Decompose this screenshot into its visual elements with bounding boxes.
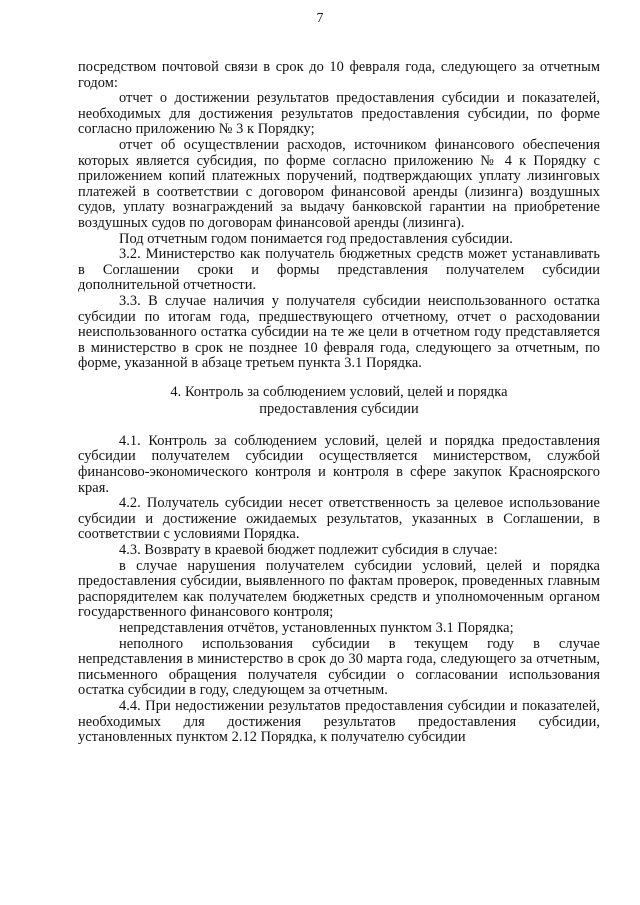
paragraph: 4.1. Контроль за соблюдением условий, целей и порядка предоставления субсидии получателем субсидии осуществляется министерством, службой финансово-экономического контроля и контроля в сфере закупок Красноярского края. bbox=[78, 432, 600, 496]
paragraph: 4.3. Возврату в краевой бюджет подлежит субсидия в случае: bbox=[119, 542, 498, 559]
paragraph: Под отчетным годом понимается год предоставления субсидии. bbox=[119, 230, 513, 247]
section-heading bbox=[78, 384, 600, 418]
paragraph: 3.2. Министерство как получатель бюджетных средств может устанавливать в Соглашении сроки и формы представления получателем субсидии дополнительной отчетности. bbox=[78, 246, 600, 294]
paragraph: непредставления отчётов, установленных пунктом 3.1 Порядка; bbox=[119, 620, 514, 636]
paragraph: 3.3. В случае наличия у получателя субсидии неиспользованного остатка субсидии по итогам года, предшествующего отчетному, отчет о расходовании неиспользованного остатка субсидии на те же цели в отчетном году представляется в министерство в срок не позднее 10 февраля года, следующего за отчетным, по форме, указанной в абзаце третьем пункта 3.1 Порядка. bbox=[78, 292, 600, 372]
paragraph: отчет о достижении результатов предоставления субсидии и показателей, необходимых для достижения результатов предоставления субсидии, по форме согласно приложению № 3 к Порядку; bbox=[78, 90, 600, 138]
paragraph: 4.2. Получатель субсидии несет ответственность за целевое использование субсидии и достижение ожидаемых результатов, указанных в Соглашении, в соответствии с условиями Порядка. bbox=[78, 495, 600, 543]
paragraph: посредством почтовой связи в срок до 10 февраля года, следующего за отчетным годом: bbox=[78, 59, 600, 91]
section-heading-line: 4. Контроль за соблюдением условий, целей и порядка bbox=[170, 383, 508, 400]
section-heading-line: предоставления субсидии bbox=[259, 400, 419, 417]
page-number: 7 bbox=[316, 10, 324, 25]
paragraph: неполного использования субсидии в текущем году в случае непредставления в министерство в срок до 30 марта года, следующего за отчетным, письменного обращения получателя субсидии о согласовании использования остатка субсидии в году, следующем за отчетным. bbox=[78, 635, 600, 699]
paragraph: в случае нарушения получателем субсидии условий, целей и порядка предоставления субсидии, выявленного по фактам проверок, проведенных главным распорядителем как получателем бюджетных средств и уполномоченным органом государственного финансового контроля; bbox=[78, 557, 600, 621]
paragraph: отчет об осуществлении расходов, источником финансового обеспечения которых является субсидия, по форме согласно приложению № 4 к Порядку с приложением копий платежных поручений, подтверждающих уплату лизинговых платежей в соответствии с договором финансовой аренды (лизинга) воздушных судов, уплату вознаграждений за выдачу банковской гарантии на приобретение воздушных судов по договорам финансовой аренды (лизинга). bbox=[78, 136, 600, 231]
document-body bbox=[78, 60, 600, 746]
paragraph: 4.4. При недостижении результатов предоставления субсидии и показателей, необходимых для достижения результатов предоставления субсидии, установленных пунктом 2.12 Порядка, к получателю субсидии bbox=[78, 697, 600, 746]
